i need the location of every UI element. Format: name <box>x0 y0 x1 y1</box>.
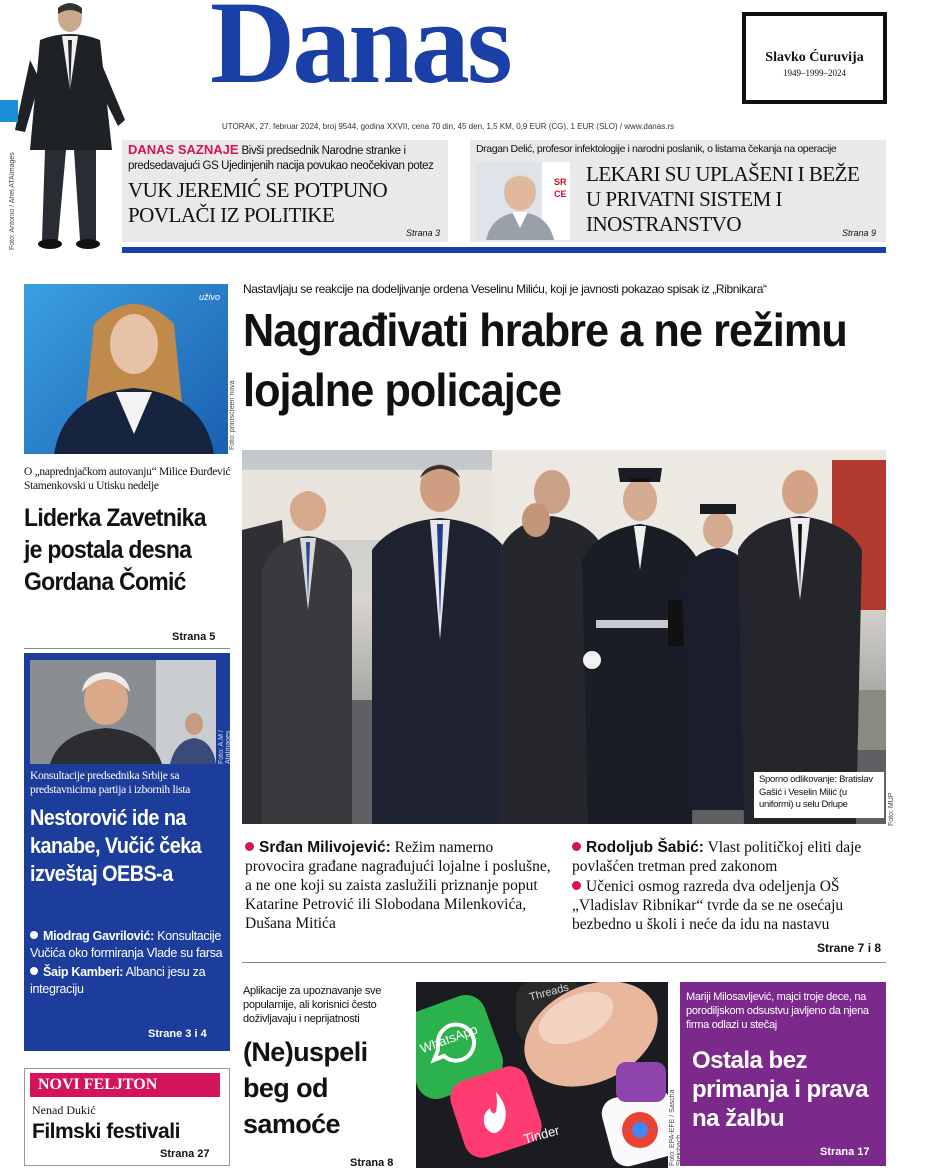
teaser-right-page: Strana 9 <box>841 228 876 238</box>
bullet-icon <box>572 842 581 851</box>
teaser-right-intro: Dragan Delić, profesor infektologije i narodni poslanik, o listama čekanja na operacije <box>476 143 837 155</box>
lead-photo-scene <box>242 450 886 824</box>
memorial-years: 1949–1999–2024 <box>783 68 846 78</box>
masthead-rule <box>122 247 886 253</box>
story2-kicker: Konsultacije predsednika Srbije sa predstavnicima partija i izbornih lista <box>30 770 191 796</box>
story1-kicker: O „naprednjačkom autovanju“ Milice Đurđević Stamenkovski u Utisku nedelje <box>24 466 231 492</box>
logo: Danas <box>210 0 510 108</box>
story1-page: Strana 5 <box>172 631 216 643</box>
lead-photo[interactable] <box>242 450 886 824</box>
masthead-photo <box>0 0 130 258</box>
lead-headline[interactable]: Nagrađivati hrabre a ne režimu lojalne policajce <box>243 304 847 416</box>
lead-quote2: Rodoljub Šabić: Vlast političkoj eliti daje povlašćen tretman pred zakonom <box>572 839 862 875</box>
apps-page: Strana 8 <box>350 1157 394 1169</box>
tv-photo[interactable] <box>24 284 228 454</box>
lead-quote1: Srđan Milivojević: Režim namerno provocira građane nagrađujući lojalne i poslušne, a ne one koji su zaista zaslužili priznanje poput Katarine Petrović ili Slobodana Milenkovića, Dušana Mitića <box>245 839 551 932</box>
lead-caption: Sporno odlikovanje: Bratislav Gašić i Veselin Milić (u uniformi) u selu Drlupe <box>759 774 873 810</box>
story2-bullets <box>30 928 226 998</box>
teaser-left-headline: VUK JEREMIĆ SE POTPUNO POVLAČI IZ POLITIKE <box>128 178 388 227</box>
story2-headline[interactable]: Nestorović ide na kanabe, Vučić čeka izveštaj OEBS-a <box>30 805 202 886</box>
purple-headline: Ostala bez primanja i prava na žalbu <box>692 1047 869 1132</box>
blue-edge-marker <box>0 100 18 122</box>
memorial-box <box>742 12 887 104</box>
feuilleton-author: Nenad Dukić <box>32 1103 96 1117</box>
lead-kicker: Nastavljaju se reakcije na dodeljivanje ordena Veselinu Miliću, koji je javnosti pokazao spisak iz „Ribnikara“ <box>243 282 767 296</box>
feuilleton-title: Filmski festivali <box>32 1120 180 1143</box>
bullet-icon <box>245 842 254 851</box>
story2-bullet1: Miodrag Gavrilović: Konsultacije Vučića oko formiranja Vlade su farsa <box>30 929 223 960</box>
teaser-right-headline: LEKARI SU UPLAŠENI I BEŽE U PRIVATNI SISTEM I INOSTRANSTVO <box>586 162 860 236</box>
teaser-right[interactable] <box>470 140 886 242</box>
teaser-right-photo <box>476 162 570 240</box>
story1-headline[interactable]: Liderka Zavetnika je postala desna Gordana Čomić <box>24 504 206 596</box>
story2-bullet2: Šaip Kamberi: Albanci jesu za integraciju <box>30 965 206 996</box>
tv-logo: uživo <box>198 292 220 302</box>
tv-guest-figure <box>24 284 228 454</box>
app-label-threads: Threads <box>528 982 571 1004</box>
feuilleton-page: Strana 27 <box>160 1148 210 1160</box>
politician2-photo <box>30 660 216 764</box>
bottom-rule <box>242 962 886 963</box>
bullet-icon <box>30 931 38 939</box>
dateline: UTORAK, 27. februar 2024, broj 9544, godina XXVII, cena 70 din, 45 den, 1,5 KM, 0,9 EUR (CG), 1 EUR (SLO) / www.danas.rs <box>222 122 675 131</box>
story2-page: Strane 3 i 4 <box>148 1028 207 1040</box>
politician2-figure <box>30 660 216 764</box>
politician-figure <box>0 0 130 258</box>
apps-photo[interactable] <box>416 982 668 1168</box>
sidebar-divider <box>24 648 230 649</box>
purple-page: Strana 17 <box>820 1146 870 1158</box>
app-label-whatsapp: WhatsApp <box>418 1021 480 1057</box>
tv-photo-credit: Foto: printscreen nova <box>229 380 236 450</box>
bullet-icon <box>572 881 581 890</box>
politician2-credit: Foto: A.M / AtaImages <box>218 730 232 764</box>
app-label-tinder: Tinder <box>522 1122 562 1147</box>
apps-headline[interactable]: (Ne)uspeli beg od samoće <box>243 1037 368 1139</box>
bullet-icon <box>30 967 38 975</box>
lead-photo-credit: Foto: MUP <box>888 792 895 826</box>
purple-kicker: Mariji Milosavljević, majci troje dece, na porodiljskom odsustvu javljeno da njena firma odlazi u stečaj <box>686 991 869 1031</box>
teaser-left-kicker: DANAS SAZNAJE <box>128 142 239 157</box>
apps-photo-credit: Foto: EPA-EFE / Sascha <box>669 1089 676 1166</box>
masthead-photo-credit: Foto: Antonio / Ahel ATAImages <box>9 152 16 250</box>
teaser-right-backdrop-text: SR CE <box>554 177 567 199</box>
teaser-left[interactable] <box>122 140 448 242</box>
feuilleton-label: NOVI FELJTON <box>30 1073 220 1097</box>
teaser-left-page: Strana 3 <box>405 228 440 238</box>
memorial-name: Slavko Ćuruvija <box>765 50 864 65</box>
doctor-portrait <box>476 162 570 240</box>
teaser-left-intro: Bivši predsednik Narodne stranke i predsedavajući GS Ujedinjenih nacija povukao neočekivan potez <box>128 145 434 172</box>
lead-page: Strane 7 i 8 <box>817 941 882 955</box>
apps-kicker: Aplikacije za upoznavanje sve popularnije, ali korisnici često doživljavaju i neprijatnosti <box>243 985 382 1025</box>
lead-quote3: Učenici osmog razreda dva odeljenja OŠ „Vladislav Ribnikar“ tvrde da se ne osećaju bezbedno u školi i neće da idu na nastavu <box>572 878 844 933</box>
